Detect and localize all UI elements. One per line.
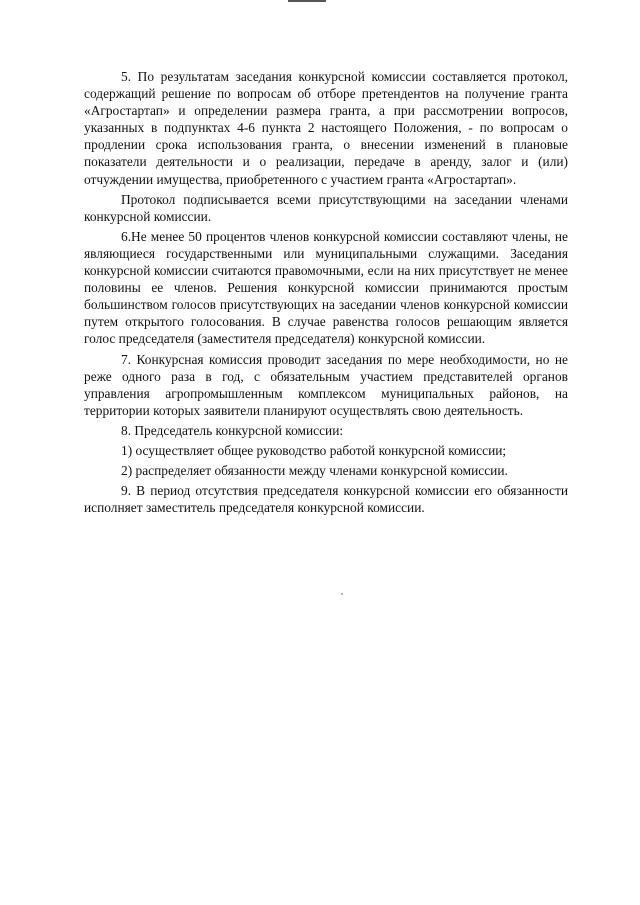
document-body [84,68,568,516]
paragraph-8: 8. Председатель конкурсной комиссии: [121,422,344,438]
paragraph-protocol-signing: Протокол подписывается всеми присутствующими на заседании членами конкурсной комиссии. [84,191,568,224]
paragraph-7: 7. Конкурсная комиссия проводит заседания по мере необходимости, но не реже одного раза в год, с обязательным участием представителей органов управления агропромышленным комплексом муниципальных районов, на территории которых заявители планируют осуществлять свою деятельность. [84,351,568,418]
scan-speck [341,593,343,595]
paragraph-8-item-1: 1) осуществляет общее руководство работой конкурсной комиссии; [121,442,507,458]
paragraph-6: 6.Не менее 50 процентов членов конкурсной комиссии составляют члены, не являющиеся государственными или муниципальными служащими. Заседания конкурсной комиссии считаются правомочными, если на них присутствует не менее половины ее членов. Решения конкурсной комиссии принимаются простым большинством голосов присутствующих на заседании членов конкурсной комиссии путем открытого голосования. В случае равенства голосов решающим является голос председателя (заместителя председателя) конкурсной комиссии. [84,228,568,347]
header-rule [288,0,326,2]
paragraph-9: 9. В период отсутствия председателя конкурсной комиссии его обязанности исполняет заместитель председателя конкурсной комиссии. [84,483,568,516]
paragraph-5: 5. По результатам заседания конкурсной комиссии составляется протокол, содержащий решение по вопросам об отборе претендентов на получение гранта «Агростартап» и определении размера гранта, а при рассмотрении вопросов, указанных в подпунктах 4-6 пункта 2 настоящего Положения, - по вопросам о продлении срока использования гранта, о внесении изменений в плановые показатели деятельности и о реализации, передаче в аренду, залог и (или) отчуждении имущества, приобретенного с участием гранта «Агростартап». [84,69,568,187]
paragraph-8-item-2: 2) распределяет обязанности между членами конкурсной комиссии. [121,463,508,479]
